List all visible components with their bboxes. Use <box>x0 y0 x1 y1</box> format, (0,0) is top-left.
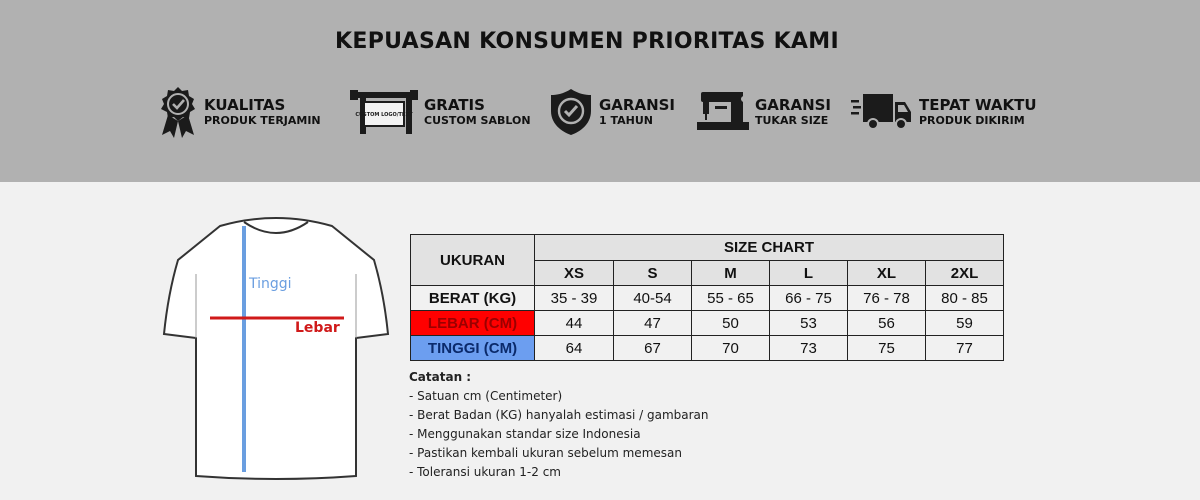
feature-title: KUALITAS <box>204 96 286 114</box>
table-cell: 44 <box>535 311 614 336</box>
table-cell: 66 - 75 <box>770 286 848 311</box>
note-item: - Satuan cm (Centimeter) <box>409 389 563 403</box>
size-chart-title: SIZE CHART <box>535 235 1004 261</box>
note-item: - Pastikan kembali ukuran sebelum memesan <box>409 446 682 460</box>
feature-subtitle: PRODUK DIKIRIM <box>919 114 1025 127</box>
headline: KEPUASAN KONSUMEN PRIORITAS KAMI <box>335 29 839 54</box>
table-cell: 35 - 39 <box>535 286 614 311</box>
tshirt-outline <box>164 218 388 479</box>
table-cell: 59 <box>926 311 1004 336</box>
table-cell: 53 <box>770 311 848 336</box>
table-cell: 47 <box>614 311 692 336</box>
table-row <box>411 286 1004 311</box>
feature-subtitle: TUKAR SIZE <box>755 114 829 127</box>
shield-check-icon <box>549 87 593 137</box>
size-header-cell: L <box>770 261 848 286</box>
size-header-cell: XS <box>535 261 614 286</box>
quality-badge-icon <box>158 85 198 139</box>
sewing-machine-icon <box>697 90 749 134</box>
feature-size-exchange <box>697 84 831 140</box>
feature-free-sablon <box>350 84 531 140</box>
feature-on-time <box>851 84 1037 140</box>
table-cell: 76 - 78 <box>848 286 926 311</box>
feature-title: GARANSI <box>599 96 676 114</box>
table-row <box>411 311 1004 336</box>
tshirt-diagram <box>160 214 392 484</box>
table-cell: 67 <box>614 336 692 361</box>
width-label: Lebar <box>295 320 340 336</box>
row-label-lebar: LEBAR (CM) <box>411 311 535 336</box>
table-cell: 73 <box>770 336 848 361</box>
table-cell: 55 - 65 <box>692 286 770 311</box>
note-item: - Toleransi ukuran 1-2 cm <box>409 465 561 479</box>
size-header-cell: S <box>614 261 692 286</box>
height-label: Tinggi <box>249 276 292 292</box>
table-row <box>411 336 1004 361</box>
screen-printer-icon <box>350 88 418 136</box>
feature-title: GRATIS <box>424 96 485 114</box>
size-header-cell: 2XL <box>926 261 1004 286</box>
printer-sheet-text: CUSTOM LOGO/TEXT <box>355 112 413 118</box>
table-cell: 77 <box>926 336 1004 361</box>
table-cell: 56 <box>848 311 926 336</box>
size-header-cell: XL <box>848 261 926 286</box>
table-cell: 40-54 <box>614 286 692 311</box>
table-cell: 75 <box>848 336 926 361</box>
size-chart-table <box>410 234 1004 361</box>
notes <box>409 368 709 482</box>
table-cell: 50 <box>692 311 770 336</box>
feature-subtitle: 1 TAHUN <box>599 114 653 127</box>
ukuran-header: UKURAN <box>411 235 535 286</box>
table-cell: 70 <box>692 336 770 361</box>
note-item: - Berat Badan (KG) hanyalah estimasi / gambaran <box>409 408 709 422</box>
delivery-truck-icon <box>851 92 913 132</box>
feature-subtitle: PRODUK TERJAMIN <box>204 114 321 127</box>
feature-warranty <box>549 84 675 140</box>
size-header-cell: M <box>692 261 770 286</box>
feature-quality <box>158 84 321 140</box>
table-cell: 64 <box>535 336 614 361</box>
feature-title: GARANSI <box>755 96 832 114</box>
row-label-berat: BERAT (KG) <box>411 286 535 311</box>
feature-subtitle: CUSTOM SABLON <box>424 114 531 127</box>
table-cell: 80 - 85 <box>926 286 1004 311</box>
row-label-tinggi: TINGGI (CM) <box>411 336 535 361</box>
note-item: - Menggunakan standar size Indonesia <box>409 427 641 441</box>
notes-title: Catatan : <box>409 370 472 384</box>
feature-title: TEPAT WAKTU <box>919 96 1037 114</box>
